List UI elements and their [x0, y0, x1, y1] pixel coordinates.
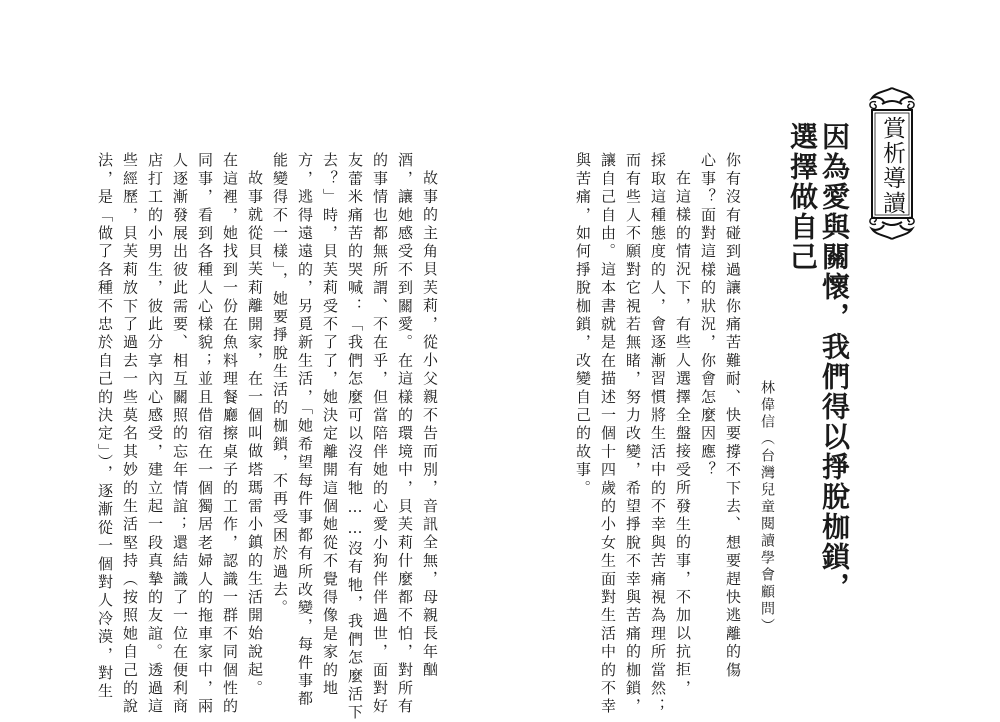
body-column: 店打工的小男生，彼此分享內心感受，建立起一段真摯的友誼。透過這	[146, 152, 164, 717]
body-column: 去？」時，貝芙莉受不了了，她決定離開這個她從不覺得像是家的地	[321, 152, 339, 698]
body-column: 與苦痛，如何掙脫枷鎖，改變自己的故事。	[574, 152, 592, 498]
body-column: 讓自己自由。這本書就是在描述一個十四歲的小女生面對生活中的不幸	[599, 152, 617, 717]
body-column: 而有些人不願對它視若無睹，努力改變，希望掙脫不幸與苦痛的枷鎖，	[624, 152, 642, 717]
body-column: 人逐漸發展出彼此需要、相互關照的忘年情誼；還結識了一位在便利商	[171, 152, 189, 717]
body-column: 法，是「做了各種不忠於自己的決定」），逐漸從一個對人冷漠，對生	[96, 152, 114, 702]
body-column: 的事情也都無所謂、不在乎，但當陪伴她的心愛小狗伴伴過世，面對好	[371, 152, 389, 717]
body-column: 能變得不一樣」，她要掙脫生活的枷鎖，不再受困於過去。	[271, 152, 289, 618]
body-column: 酒，讓她感受不到關愛。在這樣的環境中，貝芙莉什麼都不怕，對所有	[396, 152, 414, 717]
section-ornament	[866, 86, 918, 241]
body-column: 採取這種態度的人，會逐漸習慣將生活中的不幸與苦痛視為理所當然；	[649, 152, 667, 717]
body-column: 在這樣的情況下，有些人選擇全盤接受所發生的事，不加以抗拒，	[674, 170, 692, 698]
body-column: 些經歷，貝芙莉放下了過去一些莫名其妙的生活堅持（按照她自己的說	[121, 152, 139, 717]
article-title-line1: 因為愛與關懷，我們得以掙脫枷鎖，	[818, 122, 851, 602]
body-column: 方，逃得遠遠的，另覓新生活，「她希望每件事都有所改變，每件事都	[296, 152, 314, 709]
section-title: 賞析導讀	[879, 116, 905, 216]
body-column: 故事就從貝芙莉離開家，在一個叫做塔瑪雷小鎮的生活開始說起。	[246, 170, 264, 698]
body-column: 你有沒有碰到過讓你痛苦難耐、快要撐不下去、想要趕快逃離的傷	[724, 152, 742, 680]
article-author: 林偉信（台灣兒童閱讀學會顧問）	[759, 380, 775, 635]
body-column: 在這裡，她找到一份在魚料理餐廳擦桌子的工作，認識一群不同個性的	[221, 152, 239, 717]
body-column: 心事？面對這樣的狀況，你會怎麼因應？	[699, 152, 717, 480]
article-title-line2: 選擇做自己	[786, 122, 819, 272]
body-column: 同事，看到各種人心樣貌；並且借宿在一個獨居老婦人的拖車家中，兩	[196, 152, 214, 717]
body-column: 故事的主角貝芙莉，從小父親不告而別，音訊全無，母親長年酗	[421, 170, 439, 680]
body-column: 友蕾米痛苦的哭喊：「我們怎麼可以沒有牠……沒有牠，我們怎麼活下	[346, 152, 364, 722]
